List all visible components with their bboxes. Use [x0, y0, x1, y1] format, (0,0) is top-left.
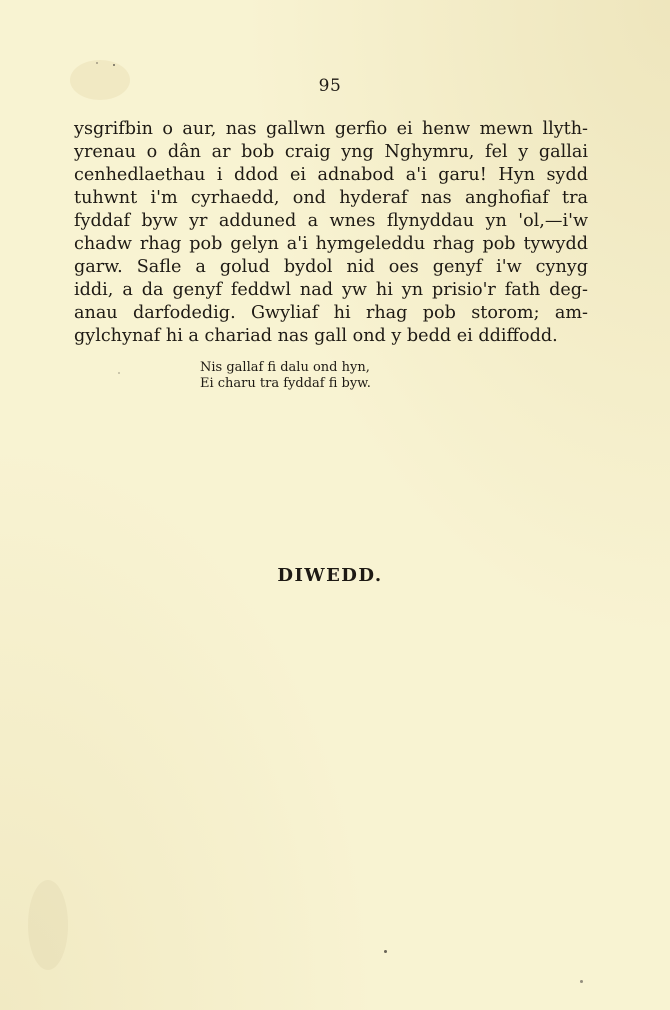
- text-line: iddi, a da genyf feddwl nad yw hi yn prisio'r fath deg-: [74, 280, 588, 300]
- text-line: yrenau o dân ar bob craig yng Nghymru, fel y gallai: [74, 142, 588, 162]
- body-paragraph: [74, 118, 588, 348]
- ink-speck: [384, 950, 387, 953]
- text-line: gylchynaf hi a chariad nas gall ond y bedd ei ddiffodd.: [74, 326, 558, 346]
- ink-speck: [118, 372, 120, 374]
- ink-speck: [580, 980, 583, 983]
- text-line: cenhedlaethau i ddod ei adnabod a'i garu! Hyn sydd: [74, 165, 588, 185]
- page-number: 95: [318, 76, 342, 96]
- closing-heading: DIWEDD.: [277, 565, 383, 586]
- ink-speck: [96, 62, 98, 64]
- text-line: anau darfodedig. Gwyliaf hi rhag pob storom; am-: [74, 303, 588, 323]
- verse-couplet: [200, 360, 440, 392]
- text-line: fyddaf byw yr adduned a wnes flynyddau yn 'ol,—i'w: [74, 211, 588, 231]
- foxing-stain: [28, 880, 68, 970]
- text-line: garw. Safle a golud bydol nid oes genyf i'w cynyg: [74, 257, 588, 277]
- verse-line: Nis gallaf fi dalu ond hyn,: [200, 360, 370, 375]
- ink-speck: [113, 64, 115, 66]
- verse-line: Ei charu tra fyddaf fi byw.: [200, 376, 371, 391]
- text-line: tuhwnt i'm cyrhaedd, ond hyderaf nas anghofiaf tra: [74, 188, 588, 208]
- text-line: chadw rhag pob gelyn a'i hymgeleddu rhag pob tywydd: [74, 234, 588, 254]
- text-line: ysgrifbin o aur, nas gallwn gerfio ei henw mewn llyth-: [74, 119, 588, 139]
